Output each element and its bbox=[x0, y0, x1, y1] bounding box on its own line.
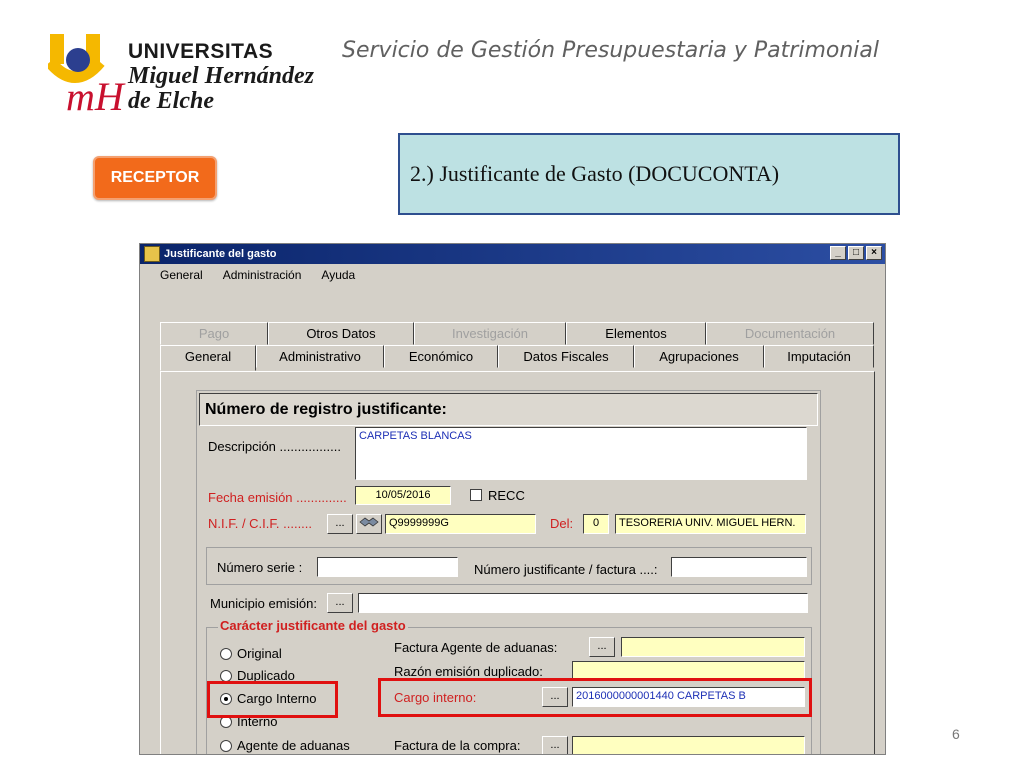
logo-line-1: UNIVERSITAS bbox=[128, 40, 274, 63]
window-title: Justificante del gasto bbox=[164, 248, 277, 260]
cargo-interno-label: Cargo interno: bbox=[394, 690, 477, 705]
nif-field[interactable]: Q9999999G bbox=[385, 514, 536, 534]
menu-general[interactable]: General bbox=[160, 268, 203, 282]
section-callout: 2.) Justificante de Gasto (DOCUCONTA) bbox=[398, 133, 900, 215]
tab-administrativo[interactable]: Administrativo bbox=[256, 345, 384, 368]
tab-investigacion[interactable]: Investigación bbox=[414, 322, 566, 345]
factura-agente-label: Factura Agente de aduanas: bbox=[394, 640, 558, 655]
factura-compra-button[interactable]: ... bbox=[542, 736, 568, 755]
descripcion-label: Descripción ................. bbox=[208, 439, 341, 454]
nif-lookup-button[interactable]: ... bbox=[327, 514, 353, 534]
svg-text:mH: mH bbox=[66, 74, 124, 118]
del-label: Del: bbox=[550, 516, 574, 531]
recc-checkbox[interactable] bbox=[470, 489, 482, 501]
numero-serie-field[interactable] bbox=[317, 557, 458, 577]
municipio-field[interactable] bbox=[358, 593, 808, 613]
factura-compra-label: Factura de la compra: bbox=[394, 738, 521, 753]
numero-serie-label: Número serie : bbox=[217, 560, 303, 575]
radio-cargo-interno-label: Cargo Interno bbox=[237, 691, 317, 706]
descripcion-field[interactable]: CARPETAS BLANCAS bbox=[355, 427, 807, 480]
logo-line-3: de Elche bbox=[128, 88, 214, 114]
del-field[interactable]: 0 bbox=[583, 514, 609, 534]
menu-administracion[interactable]: Administración bbox=[222, 268, 302, 282]
tab-datos-fiscales[interactable]: Datos Fiscales bbox=[498, 345, 634, 368]
menu-ayuda[interactable]: Ayuda bbox=[321, 268, 356, 282]
umh-logo-icon bbox=[48, 34, 128, 118]
page-number: 6 bbox=[952, 726, 960, 742]
registro-header: Número de registro justificante: bbox=[199, 393, 818, 426]
fecha-emision-field[interactable]: 10/05/2016 bbox=[355, 486, 451, 505]
app-icon bbox=[144, 246, 160, 262]
tab-general[interactable]: General bbox=[160, 345, 256, 371]
factura-agente-field[interactable] bbox=[621, 637, 805, 657]
cargo-interno-button[interactable]: ... bbox=[542, 687, 568, 707]
municipio-label: Municipio emisión: bbox=[210, 596, 317, 611]
razon-duplicado-label: Razón emisión duplicado: bbox=[394, 664, 543, 679]
cargo-interno-field[interactable]: 2016000000001440 CARPETAS B bbox=[572, 687, 805, 707]
tab-economico[interactable]: Económico bbox=[384, 345, 498, 368]
radio-duplicado-label: Duplicado bbox=[237, 668, 295, 683]
radio-agente-aduanas-label: Agente de aduanas bbox=[237, 738, 350, 753]
tab-documentacion[interactable]: Documentación bbox=[706, 322, 874, 345]
radio-original-label: Original bbox=[237, 646, 282, 661]
receptor-button[interactable]: RECEPTOR bbox=[93, 156, 217, 200]
window-titlebar[interactable] bbox=[140, 244, 885, 264]
tab-pago[interactable]: Pago bbox=[160, 322, 268, 345]
factura-agente-button[interactable]: ... bbox=[589, 637, 615, 657]
minimize-icon[interactable]: _ bbox=[830, 246, 846, 260]
logo-line-2: Miguel Hernández bbox=[128, 63, 315, 89]
radio-original[interactable] bbox=[220, 648, 232, 660]
tab-elementos[interactable]: Elementos bbox=[566, 322, 706, 345]
cargo-interno-field-highlight bbox=[378, 678, 812, 717]
recc-label: RECC bbox=[488, 488, 525, 503]
caracter-title: Carácter justificante del gasto bbox=[220, 618, 406, 633]
close-icon[interactable]: × bbox=[866, 246, 882, 260]
university-logo bbox=[48, 34, 323, 120]
maximize-icon[interactable]: □ bbox=[848, 246, 864, 260]
tab-imputacion[interactable]: Imputación bbox=[764, 345, 874, 368]
numero-justificante-label: Número justificante / factura ....: bbox=[474, 562, 658, 577]
app-window bbox=[139, 243, 886, 755]
tercero-field[interactable]: TESORERIA UNIV. MIGUEL HERN. bbox=[615, 514, 806, 534]
menu-bar bbox=[140, 264, 885, 286]
tab-agrupaciones[interactable]: Agrupaciones bbox=[634, 345, 764, 368]
fecha-emision-label: Fecha emisión .............. bbox=[208, 490, 347, 505]
radio-interno-label: Interno bbox=[237, 714, 278, 729]
municipio-lookup-button[interactable]: ... bbox=[327, 593, 353, 613]
radio-agente-aduanas[interactable] bbox=[220, 740, 232, 752]
factura-compra-field[interactable] bbox=[572, 736, 805, 755]
numero-justificante-field[interactable] bbox=[671, 557, 807, 577]
tab-otros-datos[interactable]: Otros Datos bbox=[268, 322, 414, 345]
cargo-interno-radio-highlight bbox=[207, 681, 338, 718]
handshake-icon[interactable] bbox=[356, 514, 382, 534]
slide-title: Servicio de Gestión Presupuestaria y Patrimonial bbox=[342, 38, 879, 63]
nif-label: N.I.F. / C.I.F. ........ bbox=[208, 516, 313, 531]
